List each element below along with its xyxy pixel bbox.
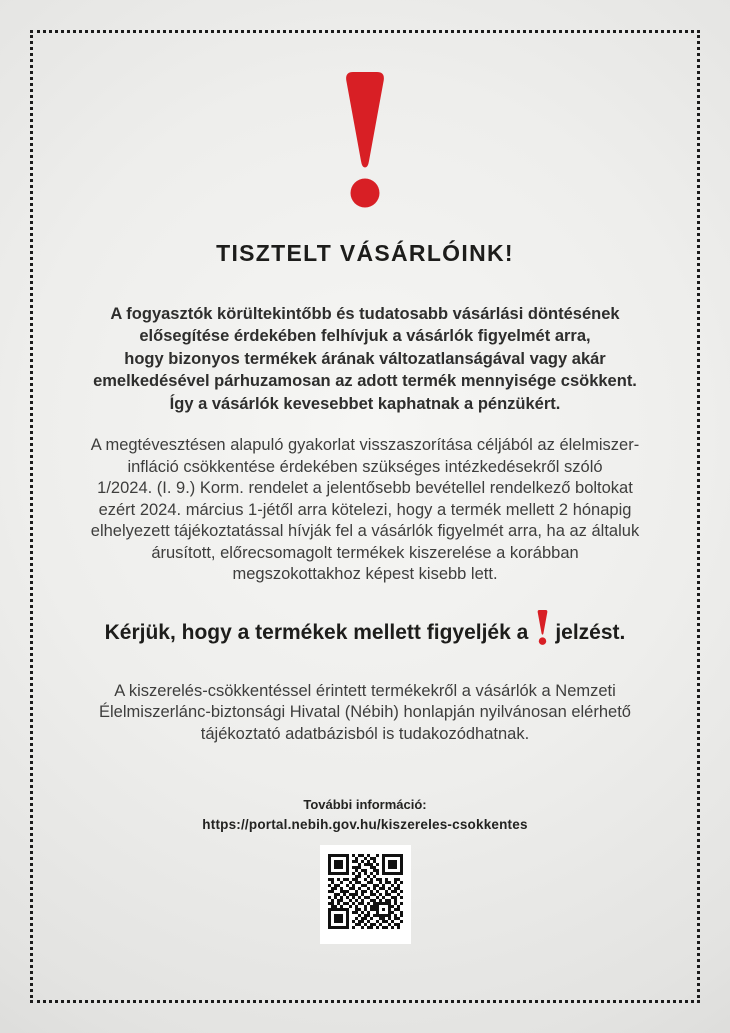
text-line: tájékoztató adatbázisból is tudakozódhatnak. bbox=[200, 724, 530, 743]
more-info-label: További információ: bbox=[303, 797, 427, 813]
text-line: Élelmiszerlánc-biztonsági Hivatal (Nébih) honlapján nyilvánosan elérhető bbox=[99, 703, 631, 722]
text-line: A fogyasztók körültekintőbb és tudatosabb vásárlási döntésének bbox=[110, 305, 620, 323]
text-line: Így a vásárlók kevesebbet kaphatnak a pénzükért. bbox=[169, 394, 561, 413]
text-line: 1/2024. (I. 9.) Korm. rendelet a jelentősebb bevétellel rendelkező boltokat bbox=[97, 479, 633, 498]
callout-text-after: jelzést. bbox=[555, 621, 626, 645]
database-paragraph bbox=[60, 681, 670, 746]
text-line: hogy bizonyos termékek árának változatlanságával vagy akár bbox=[124, 349, 606, 368]
alert-exclamation-inline-icon bbox=[537, 610, 548, 645]
intro-paragraph bbox=[60, 303, 670, 415]
text-line: A kiszerelés-csökkentéssel érintett termékekről a vásárlók a Nemzeti bbox=[114, 681, 616, 700]
text-line: elhelyezett tájékoztatással hívják fel a vásárlók figyelmét arra, ha az általuk bbox=[90, 522, 640, 541]
text-line: A megtévesztésen alapuló gyakorlat visszaszorítása céljából az élelmiszer- bbox=[90, 436, 640, 455]
text-line: ezért 2024. március 1-jétől arra kötelezi, hogy a termék mellett 2 hónapig bbox=[98, 500, 632, 519]
text-line: elősegítése érdekében felhívjuk a vásárlók figyelmét arra, bbox=[139, 327, 591, 346]
callout-text-before: Kérjük, hogy a termékek mellett figyeljék a bbox=[104, 621, 529, 645]
regulation-paragraph bbox=[60, 435, 670, 586]
qr-code bbox=[328, 916, 403, 933]
watch-for-mark-callout bbox=[60, 610, 670, 645]
text-line: megszokottakhoz képest kisebb lett. bbox=[232, 565, 498, 584]
poster-content bbox=[60, 30, 670, 944]
text-line: emelkedésével párhuzamosan az adott termék mennyisége csökkent. bbox=[93, 372, 637, 391]
info-url: https://portal.nebih.gov.hu/kiszereles-csokkentes bbox=[202, 817, 528, 833]
text-line: árusított, előrecsomagolt termékek kiszerelése a korábban bbox=[151, 543, 579, 562]
alert-exclamation-icon bbox=[344, 72, 386, 208]
page-title: TISZTELT VÁSÁRLÓINK! bbox=[216, 240, 514, 266]
qr-code-box bbox=[320, 845, 411, 944]
text-line: infláció csökkentése érdekében szükséges intézkedésekről szóló bbox=[127, 457, 603, 476]
